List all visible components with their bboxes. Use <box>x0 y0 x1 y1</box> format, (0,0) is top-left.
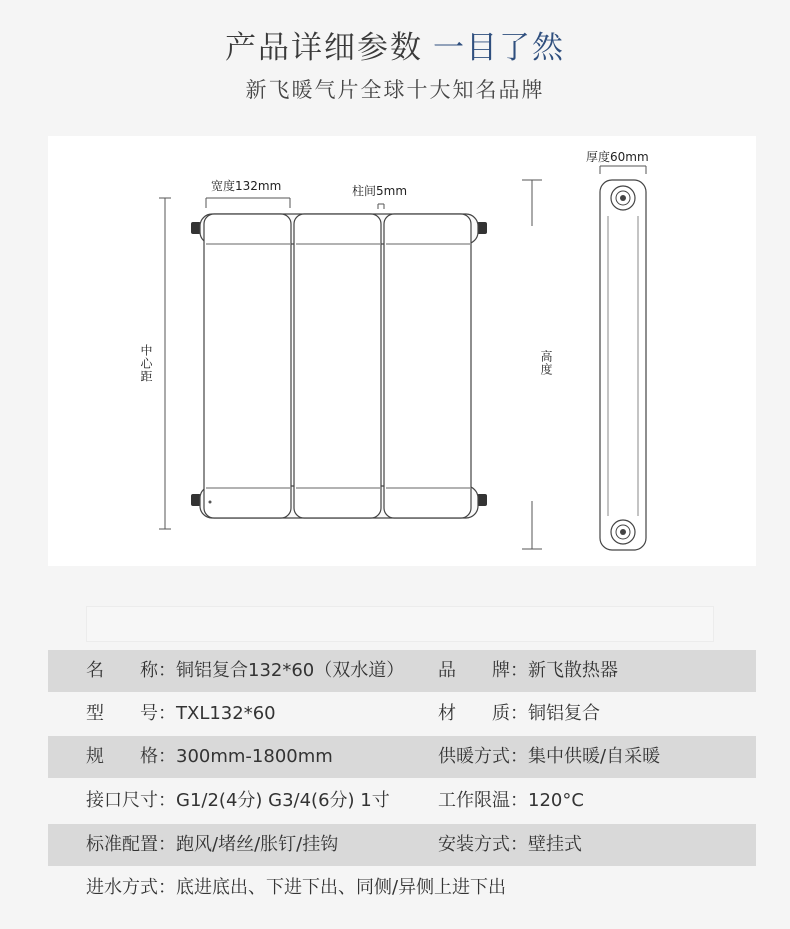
label-dot <box>209 501 212 504</box>
spec-row <box>48 867 756 909</box>
spec-row <box>48 693 756 735</box>
spec-right: 品 牌：新飞散热器 <box>438 660 618 681</box>
spec-left: 型 号：TXL132*60 <box>86 703 276 724</box>
page-subtitle: 新飞暖气片全球十大知名品牌 <box>245 78 545 102</box>
radiator-side-view <box>600 180 646 550</box>
radiator-columns <box>204 214 471 518</box>
spec-row <box>48 824 756 866</box>
center-distance-label: 中心距 <box>139 344 153 383</box>
spec-right: 材 质：铜铝复合 <box>438 703 600 724</box>
spec-left: 规 格：300mm-1800mm <box>86 746 333 767</box>
spec-right: 安装方式：壁挂式 <box>438 834 582 855</box>
center-distance-line <box>159 198 171 529</box>
spec-right: 供暖方式：集中供暖/自采暖 <box>438 746 661 767</box>
thickness-bracket <box>600 166 646 174</box>
title-main: 产品详细参数 <box>225 30 423 66</box>
spec-row <box>48 650 756 692</box>
spec-left: 标准配置：跑风/堵丝/胀钉/挂钩 <box>86 834 339 855</box>
gap-label: 柱间5mm <box>352 184 408 198</box>
spec-left: 接口尺寸：G1/2(4分) G3/4(6分) 1寸 <box>86 790 390 811</box>
width-dimension-bracket <box>206 198 290 208</box>
spec-right: 工作限温：120°C <box>438 790 584 811</box>
gap-marker <box>378 204 384 209</box>
spec-left: 名 称：铜铝复合132*60（双水道） <box>86 660 405 681</box>
spec-row <box>48 736 756 778</box>
width-label: 宽度132mm <box>211 179 282 193</box>
spec-row <box>48 780 756 822</box>
radiator-diagram <box>48 136 756 566</box>
title-highlight: 一目了然 <box>433 30 565 66</box>
spec-left: 进水方式：底进底出、下进下出、同侧/异侧上进下出 <box>86 877 507 898</box>
page-title <box>0 22 790 67</box>
height-label: 高度 <box>539 350 553 376</box>
section-divider <box>86 606 714 642</box>
thickness-label: 厚度60mm <box>586 150 649 164</box>
